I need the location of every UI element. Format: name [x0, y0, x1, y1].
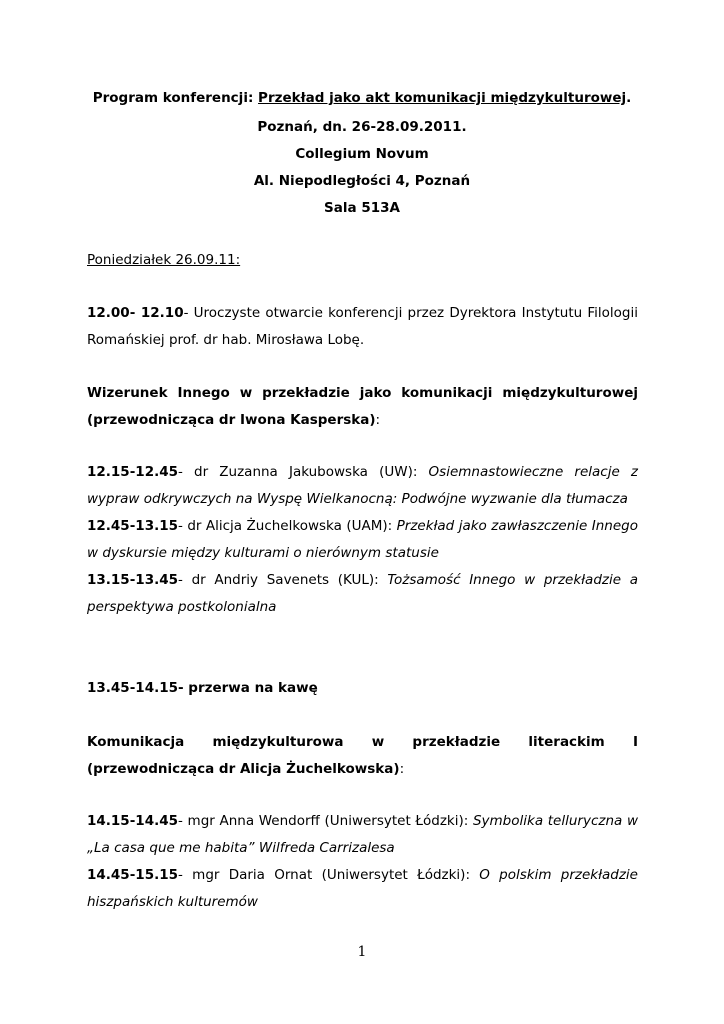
coffee-break: 13.45-14.15- przerwa na kawę [87, 680, 318, 696]
talk-title: Symbolika telluryczna w „La casa que me habita” Wilfreda Carrizalesa [87, 813, 638, 856]
talk-title: Osiemnastowieczne relacje z wypraw odkrywczych na Wyspę Wielkanocną: Podwójne wyzwanie dla tłumacza [87, 464, 638, 507]
talk-speaker: - dr Andriy Savenets (KUL): [178, 572, 388, 588]
talk-title: O polskim przekładzie hiszpańskich kulturemów [87, 867, 638, 910]
page-number: 1 [357, 944, 367, 960]
talk-entry [87, 808, 638, 862]
conference-address: Al. Niepodległości 4, Poznań [253, 173, 471, 189]
talk-entry [87, 513, 638, 567]
session-2-title: Komunikacja międzykulturowa w przekładzie literackim I (przewodnicząca dr Alicja Żuchelkowska) [87, 734, 638, 777]
opening-time: 12.00- 12.10 [87, 305, 184, 321]
talk-time: 12.45-13.15 [87, 518, 179, 534]
session-2-heading [87, 729, 638, 783]
session-2-talks [87, 808, 638, 916]
talk-entry [87, 459, 638, 513]
talk-speaker: - mgr Anna Wendorff (Uniwersytet Łódzki): [178, 813, 473, 829]
talk-speaker: - mgr Daria Ornat (Uniwersytet Łódzki): [178, 867, 480, 883]
session-1-colon: : [375, 412, 381, 428]
talk-entry [87, 567, 638, 621]
opening-entry [87, 300, 638, 354]
conference-place-date: Poznań, dn. 26-28.09.2011. [257, 119, 467, 135]
opening-text: - Uroczyste otwarcie konferencji przez Dyrektora Instytutu Filologii Romańskiej prof. dr hab. Mirosława Lobę. [87, 305, 638, 348]
conference-program-title [0, 88, 724, 108]
talk-entry [87, 862, 638, 916]
session-1-talks [87, 459, 638, 621]
session-1-heading [87, 380, 638, 434]
title-prefix: Program konferencji: [92, 90, 259, 106]
day-heading: Poniedziałek 26.09.11: [87, 252, 241, 268]
talk-title: Przekład jako zawłaszczenie Innego w dyskursie między kulturami o nierównym statusie [87, 518, 638, 561]
session-1-title: Wizerunek Innego w przekładzie jako komunikacji międzykulturowej (przewodnicząca dr Iwona Kasperska) [87, 385, 638, 428]
talk-time: 14.45-15.15 [87, 867, 179, 883]
talk-time: 12.15-12.45 [87, 464, 179, 480]
talk-speaker: - dr Zuzanna Jakubowska (UW): [178, 464, 429, 480]
talk-speaker: - dr Alicja Żuchelkowska (UAM): [178, 518, 397, 534]
talk-time: 14.15-14.45 [87, 813, 179, 829]
conference-room: Sala 513A [324, 200, 400, 216]
title-suffix: . [626, 90, 632, 106]
conference-title: Przekład jako akt komunikacji międzykulturowej [258, 90, 627, 106]
talk-time: 13.15-13.45 [87, 572, 179, 588]
talk-title: Tożsamość Innego w przekładzie a perspektywa postkolonialna [87, 572, 638, 615]
session-2-colon: : [399, 761, 405, 777]
conference-venue: Collegium Novum [295, 146, 429, 162]
